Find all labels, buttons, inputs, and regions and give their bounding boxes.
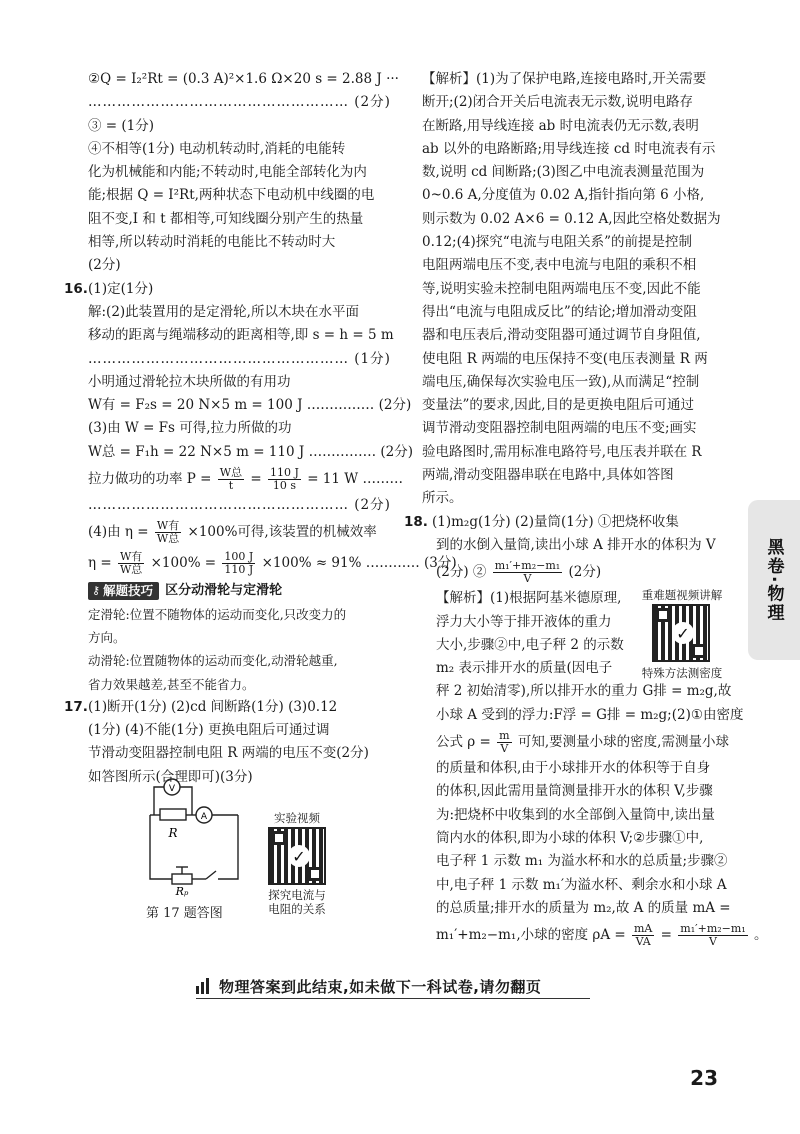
text-line: 能;根据 Q = I²Rt,两种状态下电动机中线圈的电 [88,187,375,204]
text-line: 秤 2 初始清零),所以排开水的重力 G排 = m₂g,故 [436,683,732,700]
question-18-line [404,511,730,534]
fraction [118,551,144,576]
text-line: 小球 A 受到的浮力:F浮 = G排 = m₂g;(2)①由密度 [436,706,744,723]
text: 。 [754,927,768,944]
key-icon: ⚷ [92,583,101,597]
tip-line: 动滑轮:位置随物体的运动而变化,动滑轮越重, [88,653,338,669]
text-line: 【解析】(1)根据阿基米德原理, [436,590,622,607]
text-line: 中,电子秤 1 示数 m₁′为溢水杯、剩余水和小球 A [436,876,727,893]
qr-top-label: 重难题视频讲解 [641,588,723,602]
text-line: ④不相等(1分) 电动机转动时,消耗的电能转 [88,140,346,157]
bars-icon [196,978,211,994]
text: (2分) ② [436,564,487,581]
text-line: 断开;(2)闭合开关后电流表无示数,说明电路存 [422,94,693,111]
tip-badge [88,582,159,600]
text-line: 为:把烧杯中收集到的水全部倒入量筒中,读出量 [436,806,715,823]
numerator: m₁′+m₂−m₁ [680,922,746,936]
text: = [660,927,672,944]
text: 可知,要测量小球的密度,需测量小球 [517,734,729,751]
text-line: 化为机械能和内能;不转动时,电能全部转化为内 [88,164,367,181]
numerator: W有 [120,550,143,564]
right-column [404,68,768,950]
text-line: 得出“电流与电阻成反比”的结论;增加滑动变阻 [422,303,697,320]
text: = 11 W ……… [307,471,403,488]
text: 公式 ρ = [436,734,491,751]
text-line: 电子秤 1 示数 m₁ 为溢水杯和水的总质量;步骤② [436,853,728,870]
text-line: 使电阻 R 两端的电压保持不变(电压表测量 R 两 [422,350,708,367]
numerator: W有 [156,519,180,533]
figure-caption: 第 17 题答图 [146,906,223,921]
tip-line: 方向。 [88,629,126,645]
qr-bottom-label: 特殊方法测密度 [641,666,723,680]
text-line: 到的水倒入量筒,读出小球 A 排开水的体积为 V [436,536,716,553]
text-line: 两端,滑动变阻器串联在电路中,具体如答图 [422,467,674,484]
text-line: ……………………………………………… (2分) [88,94,391,111]
text-line: 小明通过滑轮拉木块所做的有用功 [88,373,291,390]
text: m₁′+m₂−m₁,小球的密度 ρA = [436,927,626,944]
numerator: m [499,729,510,743]
numerator: W总 [219,466,243,480]
text-line: 阻不变,I 和 t 都相等,可知线圈分别产生的热量 [88,210,364,227]
text-line: 移动的距离与绳端移动的距离相等,即 s = h = 5 m [88,327,394,344]
text-line: W有 = F₂s = 20 N×5 m = 100 J …………… (2分) [88,397,412,414]
tip-line: 省力效果越差,甚至不能省力。 [88,676,255,692]
tip-badge-label: 解题技巧 [103,582,154,598]
fraction [268,467,301,492]
text-line: 所示。 [422,490,463,507]
density-result [422,920,768,950]
efficiency-formula [64,517,400,547]
tip-title: 区分动滑轮与定滑轮 [165,583,283,599]
rheostat-label: Rₚ [175,885,189,898]
density-answer [422,557,730,587]
text-line: 的体积,因此需用量筒测量排开水的体积 V,步骤 [436,783,713,800]
text-line: ……………………………………………… (2分) [88,497,391,514]
numerator: m₁′+m₂−m₁ [494,559,561,573]
footer-banner [196,975,596,997]
text-line: (1分) (4)不能(1分) 更换电阻后可通过调 [88,722,330,739]
side-tab-label: 黑卷·物理 [763,537,784,623]
text-line: 器和电压表后,滑动变阻器可通过调节自身阻值, [422,327,701,344]
denominator: 10 s [272,479,297,493]
qr-code[interactable] [268,827,326,885]
fraction [155,520,181,545]
denominator: V [709,935,717,949]
denominator: t [228,479,234,493]
circuit-diagram [136,775,256,898]
fraction [497,730,511,755]
fraction [222,551,255,576]
qr-code[interactable] [652,604,710,662]
text-line: 变量法”的要求,因此,目的是更换电阻后可通过 [422,397,694,414]
tip-header [88,579,400,602]
fraction [493,560,562,585]
qr-top-label: 实验视频 [274,811,320,825]
text-line: ②Q = I₂²Rt = (0.3 A)²×1.6 Ω×20 s = 2.88 J ··· [88,71,399,87]
text-line: 的质量和体积,由于小球排开水的体积等于自身 [436,760,711,777]
denominator: W总 [120,563,143,577]
text-line: 的总质量;排开水的质量为 m₂,故 A 的质量 mA = [436,899,731,916]
text-line: ab 以外的电路断路;用导线连接 cd 时电流表有示 [422,140,716,157]
voltmeter-label: V [168,784,176,794]
denominator: V [500,742,509,756]
text: (1)断开(1分) (2)cd 间断路(1分) (3)0.12 [88,698,338,715]
text-line: 调节滑动变阻器控制电阻两端的电压不变;画实 [422,420,697,437]
density-formula [422,727,730,757]
text-line: ③ = (1分) [88,117,155,134]
text-line: 则示数为 0.02 A×6 = 0.12 A,因此空格处数据为 [422,210,721,227]
text-line: (2分) [88,257,121,274]
text: ×100% ≈ 91% ………… (3分) [261,555,457,572]
text-line: 电阻两端电压不变,表中电流与电阻的乘积不相 [422,257,697,274]
text: η = [88,555,112,572]
power-formula [64,464,403,494]
numerator: mA [634,922,653,936]
text-line: 端电压,确保每次实验电压一致),从而满足“控制 [422,373,700,390]
text-line: 如答图所示(合理即可)(3分) [88,768,253,785]
text-line: m₂ 表示排开水的质量(因电子 [436,660,613,677]
text: (1)m₂g(1分) (2)量筒(1分) ①把烧杯收集 [432,513,679,530]
text-line: 0.12;(4)探究“电流与电阻关系”的前提是控制 [422,234,693,251]
text-line: 相等,所以转动时消耗的电能比不转动时大 [88,234,336,251]
question-number: 17. [64,698,88,715]
text: (4)由 η = [88,524,149,541]
text-line: 等,说明实验未控制电阻两端电压不变,因此不能 [422,280,701,297]
numerator: 110 J [270,466,299,480]
fraction [632,923,654,948]
page-number: 23 [690,1066,718,1090]
text-line: 解:(2)此装置用的是定滑轮,所以木块在水平面 [88,303,359,320]
check-icon: ✓ [288,845,310,867]
text-line: ……………………………………………… (1分) [88,350,391,367]
footer-text: 物理答案到此结束,如未做下一科试卷,请勿翻页 [219,977,542,996]
question-16-line [64,278,400,301]
text-line: 0~0.6 A,分度值为 0.02 A,指针指向第 6 小格, [422,187,705,204]
footer-divider [196,998,590,999]
question-number: 18. [404,513,428,530]
check-icon: ✓ [672,622,694,644]
tip-line: 定滑轮:位置不随物体的运动而变化,只改变力的 [88,606,347,622]
text-line: 在断路,用导线连接 ab 时电流表仍无示数,表明 [422,117,699,134]
text-line: 数,说明 cd 间断路;(3)图乙中电流表测量范围为 [422,164,705,181]
subject-side-tab [748,500,800,660]
text-line: 【解析】(1)为了保护电路,连接电路时,开关需要 [422,71,707,87]
text-line: 节滑动变阻器控制电阻 R 两端的电压不变(2分) [88,745,369,762]
fraction [678,923,747,948]
question-number: 16. [64,280,88,297]
denominator: 110 J [224,563,254,577]
ammeter-label: A [200,812,208,822]
question-17-line [64,696,400,719]
qr-bottom-label: 探究电流与 电阻的关系 [268,888,326,916]
fraction [218,467,244,492]
text-line: 筒内水的体积,即为小球的体积 V;②步骤①中, [436,829,704,846]
text: ×100%可得,该装置的机械效率 [187,524,377,541]
efficiency-result [64,547,457,579]
resistor-label: R [168,826,178,840]
text: = [250,471,262,488]
text-line: 大小,步骤②中,电子秤 2 的示数 [436,636,624,653]
denominator: V [523,572,532,586]
text: (1)定(1分) [88,280,154,297]
text-line: W总 = F₁h = 22 N×5 m = 110 J …………… (2分) [88,443,413,460]
text: (2分) [568,564,602,581]
text: ×100% = [150,555,217,572]
denominator: W总 [156,532,180,546]
text-line: 浮力大小等于排开液体的重力 [436,613,612,630]
text-line: 验电路图时,需用标准电路符号,电压表并联在 R [422,443,702,460]
numerator: 100 J [224,550,254,564]
denominator: VA [635,935,651,949]
text-line: (3)由 W = Fs 可得,拉力所做的功 [88,420,292,437]
text: 拉力做功的功率 P = [88,471,212,488]
